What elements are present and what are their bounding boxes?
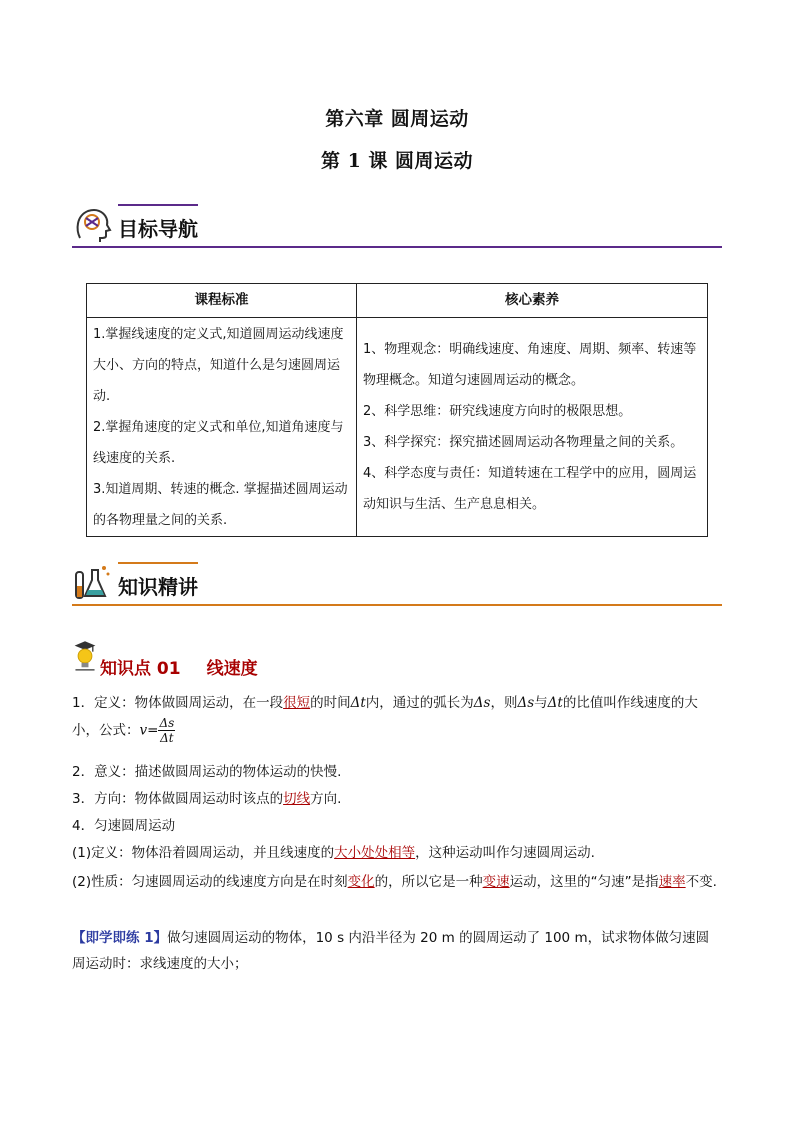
underlined-term: 切线 — [283, 791, 311, 807]
underlined-term: 速率 — [658, 874, 686, 890]
competency-item: 3、科学探究：探究描述圆周运动各物理量之间的关系。 — [363, 435, 684, 450]
col-header-standards: 课程标准 — [87, 284, 357, 318]
knowledge-point-heading — [72, 638, 722, 678]
velocity-fraction — [158, 716, 175, 745]
text-span: 不变. — [685, 874, 717, 890]
section-goals-label: 目标导航 — [118, 217, 198, 241]
fraction-denominator: Δt — [160, 731, 174, 745]
paragraph-uniform-heading: 4．匀速圆周运动 — [72, 818, 176, 834]
header-rule — [72, 604, 722, 606]
paragraph-meaning: 2．意义：描述做圆周运动的物体运动的快慢. — [72, 764, 342, 780]
underlined-term: 大小处处相等 — [334, 845, 416, 861]
standard-item: 1.掌握线速度的定义式,知道圆周运动线速度大小、方向的特点，知道什么是匀速圆周运动. — [93, 326, 344, 404]
math-symbol: Δt — [547, 695, 563, 711]
underlined-term: 很短 — [283, 695, 311, 711]
underlined-term: 变速 — [482, 874, 510, 890]
practice-text: 做匀速圆周运动的物体，10 s 内沿半径为 20 m 的圆周运动了 100 m，试求物体做匀速圆周运动时：求线速度的大小； — [72, 930, 710, 972]
competency-item: 1、物理观念：明确线速度、角速度、周期、频率、转速等物理概念。知道匀速圆周运动的概念。 — [363, 342, 697, 388]
standard-item: 2.掌握角速度的定义式和单位,知道角速度与线速度的关系. — [93, 419, 344, 466]
competencies-cell — [357, 318, 708, 537]
paragraph-uniform-definition — [72, 843, 722, 863]
col-header-competencies: 核心素养 — [357, 284, 708, 318]
header-top-line — [118, 562, 198, 564]
math-symbol: Δs — [473, 695, 491, 711]
text-span: (1)定义：物体沿着圆周运动，并且线速度的 — [72, 845, 335, 861]
math-symbol: v — [139, 722, 148, 739]
math-symbol: Δt — [350, 695, 366, 711]
header-rule — [72, 246, 722, 248]
lesson-title: 第 1 课 圆周运动 — [320, 150, 474, 172]
competency-item: 2、科学思维：研究线速度方向时的极限思想。 — [363, 404, 632, 419]
fraction-numerator: Δs — [159, 716, 175, 730]
text-span: 3．方向：物体做圆周运动时该点的 — [72, 791, 284, 807]
standards-table — [86, 283, 708, 537]
practice-question — [72, 925, 722, 977]
paragraph-direction — [72, 789, 722, 809]
header-top-line — [118, 204, 198, 206]
text-span: 的时间 — [310, 695, 351, 711]
graduate-bulb-icon — [72, 638, 98, 674]
math-symbol: Δs — [517, 695, 535, 711]
text-span: 内，通过的弧长为 — [365, 695, 474, 711]
section-header-knowledge — [72, 562, 722, 606]
text-span: ，这种运动叫作匀速圆周运动. — [415, 845, 595, 861]
standards-cell — [87, 318, 357, 537]
practice-tag: 【即学即练 1】 — [72, 930, 168, 946]
paragraph-definition — [72, 690, 722, 745]
section-header-goals — [72, 204, 722, 248]
competency-item: 4、科学态度与责任：知道转速在工程学中的应用，圆周运动知识与生活、生产息息相关。 — [363, 466, 697, 512]
text-span: ，则 — [490, 695, 518, 711]
text-span: = — [147, 722, 159, 739]
knowledge-point-number: 知识点 01 — [100, 659, 181, 679]
text-span: 1．定义：物体做圆周运动，在一段 — [72, 695, 284, 711]
underlined-term: 变化 — [347, 874, 375, 890]
standard-item: 3.知道周期、转速的概念. 掌握描述圆周运动的各物理量之间的关系. — [93, 481, 348, 528]
text-span: (2)性质：匀速圆周运动的线速度方向是在时刻 — [72, 874, 348, 890]
paragraph-uniform-property — [72, 870, 722, 894]
text-span: 与 — [534, 695, 548, 711]
knowledge-point-name: 线速度 — [206, 659, 258, 679]
head-brain-icon — [72, 204, 112, 244]
text-span: 的，所以它是一种 — [374, 874, 483, 890]
text-span: 运动，这里的“匀速”是指 — [509, 874, 659, 890]
flask-icon — [72, 562, 112, 602]
text-span: 的比值叫作线速度的大小，公式： — [72, 695, 698, 739]
chapter-title: 第六章 圆周运动 — [325, 108, 469, 130]
text-span: 方向. — [310, 791, 342, 807]
section-knowledge-label: 知识精讲 — [118, 575, 198, 599]
